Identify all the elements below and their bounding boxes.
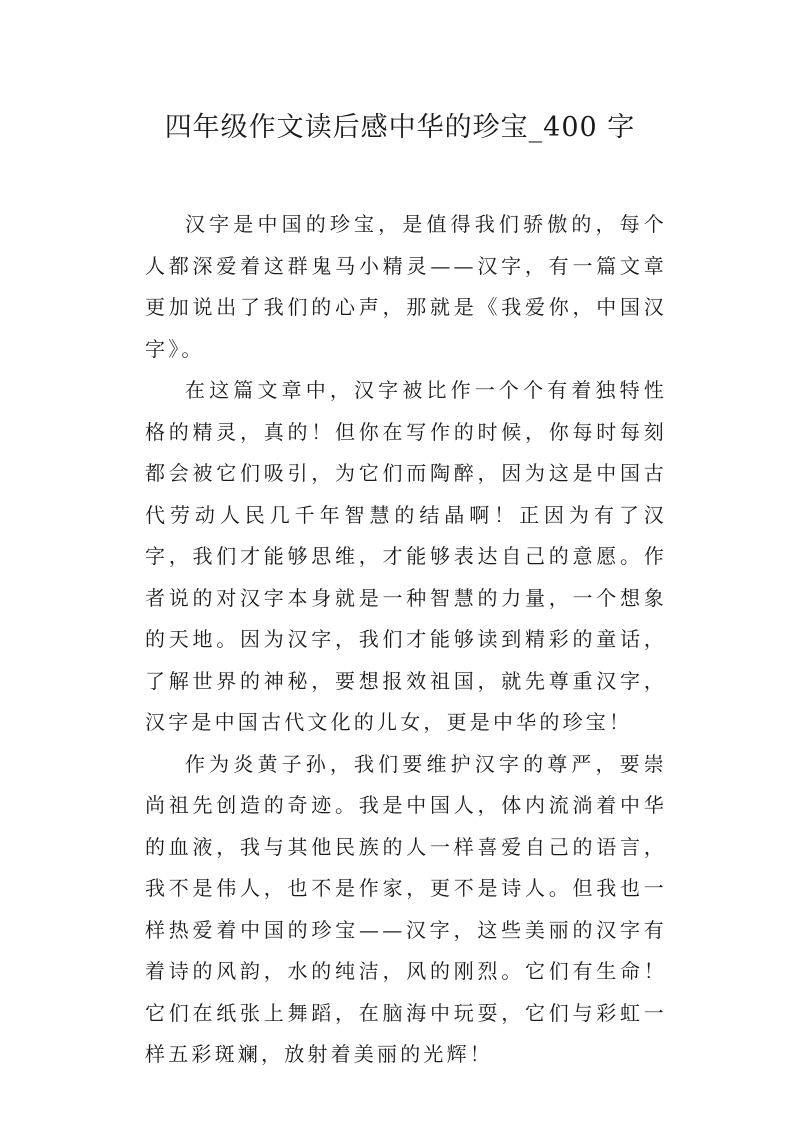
document-body: [145, 204, 667, 1076]
paragraph-1: 汉字是中国的珍宝，是值得我们骄傲的，每个人都深爱着这群鬼马小精灵——汉字，有一篇文章更加说出了我们的心声，那就是《我爱你，中国汉字》。: [145, 212, 667, 361]
paragraph-3: 作为炎黄子孙，我们要维护汉字的尊严，要崇尚祖先创造的奇迹。我是中国人，体内流淌着中华的血液，我与其他民族的人一样喜爱自己的语言，我不是伟人，也不是作家，更不是诗人。但我也一样热爱着中国的珍宝——汉字，这些美丽的汉字有着诗的风韵，水的纯洁，风的刚烈。它们有生命！它们在纸张上舞蹈，在脑海中玩耍，它们与彩虹一样五彩斑斓，放射着美丽的光辉！: [145, 751, 667, 1066]
paragraph-2: 在这篇文章中，汉字被比作一个个有着独特性格的精灵，真的！但你在写作的时候，你每时每刻都会被它们吸引，为它们而陶醉，因为这是中国古代劳动人民几千年智慧的结晶啊！正因为有了汉字，我们才能够思维，才能够表达自己的意愿。作者说的对汉字本身就是一种智慧的力量，一个想象的天地。因为汉字，我们才能够读到精彩的童话，了解世界的神秘，要想报效祖国，就先尊重汉字，汉字是中国古代文化的儿女，更是中华的珍宝！: [145, 378, 667, 734]
document-title: 四年级作文读后感中华的珍宝_400 字: [164, 112, 636, 143]
